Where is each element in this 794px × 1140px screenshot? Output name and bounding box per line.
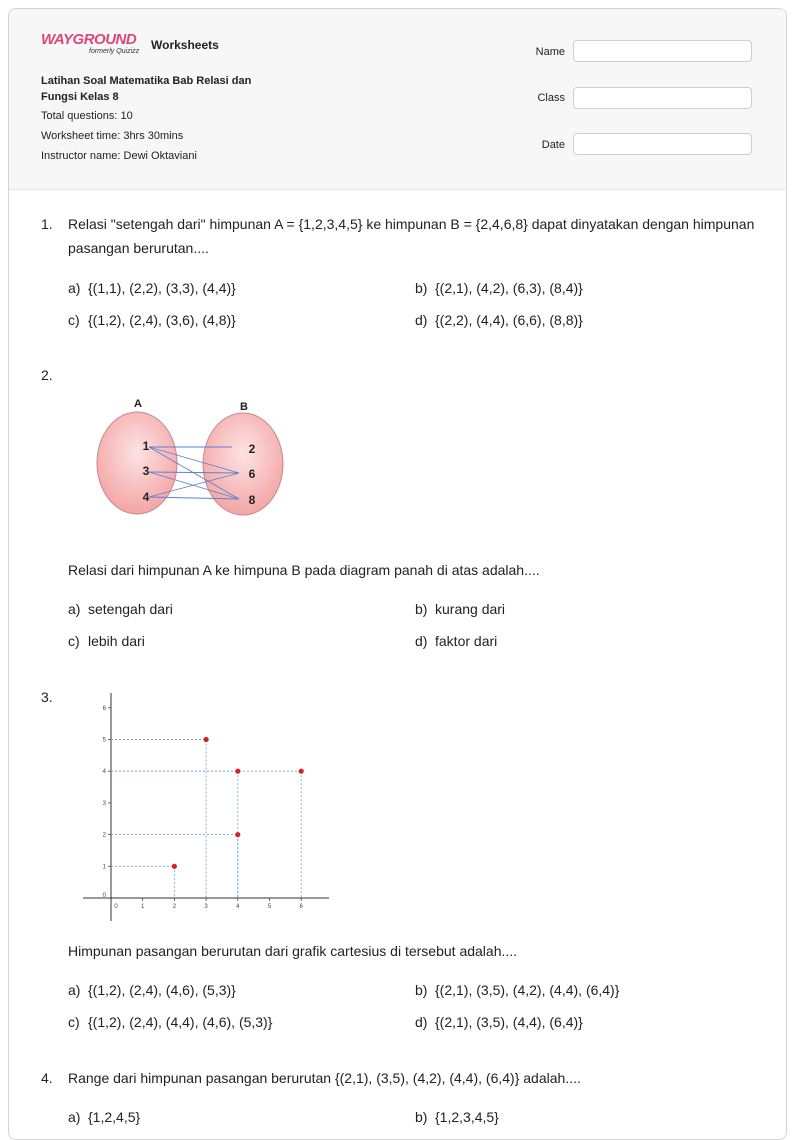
option-letter: c): [68, 633, 80, 649]
arrow-diagram: [89, 383, 289, 523]
y-tick-label: 6: [102, 705, 106, 712]
x-tick-label: 6: [299, 904, 303, 910]
option-c[interactable]: [68, 1014, 272, 1030]
option-text: {(1,2), (2,4), (4,6), (5,3)}: [88, 982, 236, 998]
option-letter: d): [415, 633, 428, 649]
date-field[interactable]: [573, 133, 752, 155]
option-c[interactable]: [68, 633, 145, 649]
option-d[interactable]: [415, 633, 497, 649]
y-tick-label: 5: [102, 737, 106, 744]
x-tick-label: 3: [204, 904, 208, 910]
wayground-logo: [41, 31, 145, 61]
option-letter: c): [68, 312, 80, 328]
set-b-item: 8: [248, 493, 256, 507]
option-d[interactable]: [415, 1014, 583, 1030]
data-point: [172, 864, 177, 869]
set-a-label: A: [134, 398, 142, 410]
set-b-item: 2: [248, 442, 256, 456]
option-text: {(2,1), (3,5), (4,4), (6,4)}: [435, 1014, 583, 1030]
option-letter: a): [68, 601, 81, 617]
option-letter: d): [415, 312, 428, 328]
set-a-item: 4: [142, 490, 150, 504]
data-point: [299, 769, 304, 774]
question-number: 1.: [41, 216, 53, 232]
option-text: kurang dari: [435, 601, 506, 617]
name-label: Name: [535, 46, 565, 58]
set-a-item: 3: [142, 464, 150, 478]
option-b[interactable]: [415, 982, 619, 998]
option-text: lebih dari: [88, 633, 145, 649]
x-tick-label: 0: [114, 904, 118, 910]
option-letter: c): [68, 1014, 80, 1030]
question-number: 4.: [41, 1070, 53, 1086]
option-a[interactable]: [68, 280, 236, 296]
option-text: {(2,1), (3,5), (4,2), (4,4), (6,4)}: [435, 982, 620, 998]
option-text: {(1,1), (2,2), (3,3), (4,4)}: [88, 280, 236, 296]
x-tick-label: 5: [267, 904, 272, 910]
data-point: [204, 737, 209, 742]
graph-axes: [83, 693, 329, 921]
question-text: Range dari himpunan pasangan berurutan {(2,1), (3,5), (4,2), (4,4), (6,4)} adalah....: [68, 1070, 581, 1086]
x-tick-label: 2: [172, 904, 177, 910]
option-d[interactable]: [415, 312, 583, 328]
question-text: Himpunan pasangan berurutan dari grafik cartesius di tersebut adalah....: [68, 943, 518, 959]
worksheet-header: [9, 9, 786, 190]
set-b-ellipse: [203, 413, 283, 515]
total-questions: Total questions: 10: [41, 110, 133, 122]
option-letter: b): [415, 601, 428, 617]
option-text: {1,2,4,5}: [88, 1109, 141, 1125]
option-b[interactable]: [415, 601, 505, 617]
option-text: {(2,2), (4,4), (6,6), (8,8)}: [435, 312, 583, 328]
worksheet-title: Latihan Soal Matematika Bab Relasi dan Fungsi Kelas 8: [41, 75, 252, 103]
option-text: {(1,2), (2,4), (4,4), (4,6), (5,3)}: [88, 1014, 273, 1030]
option-letter: b): [415, 280, 428, 296]
data-point: [235, 832, 240, 837]
y-tick-label: 4: [102, 769, 106, 776]
y-tick-label: 2: [102, 832, 106, 839]
option-letter: d): [415, 1014, 428, 1030]
graph-ticks: [103, 706, 304, 910]
x-tick-label: 4: [236, 904, 240, 910]
option-letter: a): [68, 280, 81, 296]
instructor-name: Instructor name: Dewi Oktaviani: [41, 150, 197, 162]
option-c[interactable]: [68, 312, 236, 328]
graph-guides: [111, 740, 301, 899]
logo-subtitle: formerly Quizizz: [89, 48, 140, 55]
data-point: [235, 769, 240, 774]
question-number: 2.: [41, 367, 53, 383]
date-label: Date: [541, 139, 565, 151]
option-letter: b): [415, 1109, 428, 1125]
set-a-item: 1: [142, 439, 150, 453]
cartesian-graph: [69, 681, 329, 921]
y-tick-label: 3: [102, 800, 106, 807]
option-text: {(2,1), (4,2), (6,3), (8,4)}: [435, 280, 583, 296]
question-text: Relasi dari himpunan A ke himpuna B pada diagram panah di atas adalah....: [68, 562, 540, 578]
class-label: Class: [537, 92, 565, 104]
option-letter: b): [415, 982, 428, 998]
worksheet-page: [8, 8, 787, 1140]
option-text: {1,2,3,4,5}: [435, 1109, 499, 1125]
logo-wordmark: WAYGROUND: [41, 31, 137, 48]
option-letter: a): [68, 982, 81, 998]
option-letter: a): [68, 1109, 81, 1125]
option-b[interactable]: [415, 280, 583, 296]
option-a[interactable]: [68, 982, 236, 998]
set-a-ellipse: [97, 412, 177, 514]
y-tick-label: 1: [102, 864, 106, 871]
worksheets-label: Worksheets: [151, 38, 219, 52]
y-tick-label: 0: [102, 893, 106, 899]
set-b-item: 6: [248, 467, 256, 481]
question-text: Relasi "setengah dari" himpunan A = {1,2,3,4,5} ke himpunan B = {2,4,6,8} dapat dinyatakan dengan himpunan pasangan berurutan....: [68, 216, 755, 256]
name-field[interactable]: [573, 40, 752, 62]
class-field[interactable]: [573, 87, 752, 109]
option-text: faktor dari: [435, 633, 498, 649]
option-text: setengah dari: [88, 601, 173, 617]
x-tick-label: 1: [141, 904, 145, 910]
set-b-label: B: [240, 401, 248, 413]
question-number: 3.: [41, 689, 53, 705]
worksheet-time: Worksheet time: 3hrs 30mins: [41, 130, 184, 142]
option-text: {(1,2), (2,4), (3,6), (4,8)}: [88, 312, 236, 328]
option-a[interactable]: [68, 601, 173, 617]
